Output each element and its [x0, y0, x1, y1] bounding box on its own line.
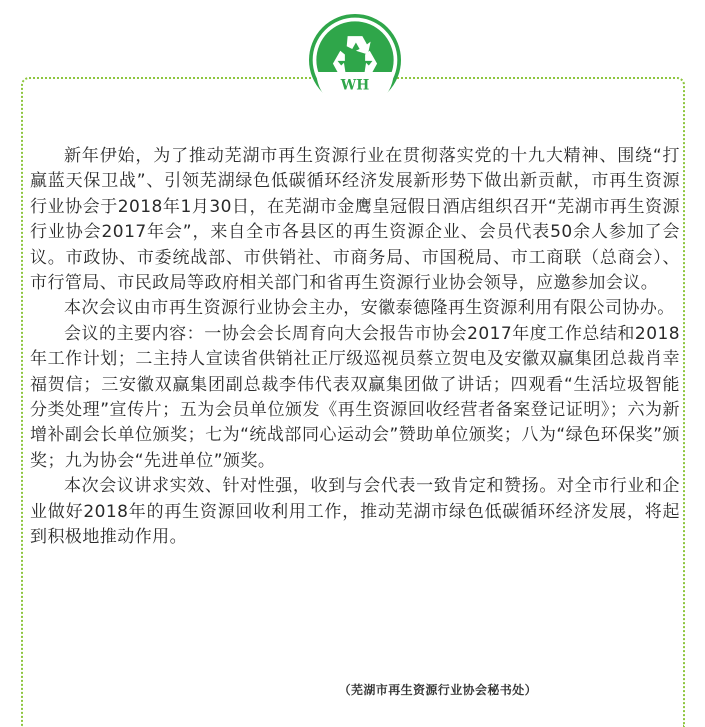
paragraph-3: 会议的主要内容：一协会会长周育向大会报告市协会2017年度工作总结和2018年工作计划；二主持人宣读省供销社正厅级巡视员蔡立贺电及安徽双赢集团总裁肖幸福贺信；三安徽双赢集团副总裁李伟代表双赢集团做了讲话；四观看“生活垃圾智能分类处理”宣传片；五为会员单位颁发《再生资源回收经营者备案登记证明》；六为新增补副会长单位颁奖；七为“统战部同心运动会”赞助单位颁奖；八为“绿色环保奖”颁奖；九为协会“先进单位”颁奖。 — [30, 323, 680, 471]
paragraph-4: 本次会议讲求实效、针对性强，收到与会代表一致肯定和赞扬。对全市行业和企业做好2018年的再生资源回收利用工作，推动芜湖市绿色低碳循环经济发展，将起到积极地推动作用。 — [30, 476, 680, 548]
logo-text: WH — [340, 77, 370, 94]
signature: （芜湖市再生资源行业协会秘书处） — [338, 683, 537, 697]
wh-recycle-logo — [309, 14, 401, 106]
article-body — [30, 144, 680, 551]
paragraph-1: 新年伊始，为了推动芜湖市再生资源行业在贯彻落实党的十九大精神、围绕“打赢蓝天保卫战”、引领芜湖绿色低碳循环经济发展新形势下做出新贡献，市再生资源行业协会于2018年1月30日，在芜湖市金鹰皇冠假日酒店组织召开“芜湖市再生资源行业协会2017年会”，来自全市各县区的再生资源企业、会员代表50余人参加了会议。市政协、市委统战部、市供销社、市商务局、市国税局、市工商联（总商会）、市行管局、市民政局等政府相关部门和省再生资源行业协会领导，应邀参加会议。 — [30, 146, 680, 294]
paragraph-2: 本次会议由市再生资源行业协会主办，安徽泰德隆再生资源利用有限公司协办。 — [64, 298, 675, 319]
